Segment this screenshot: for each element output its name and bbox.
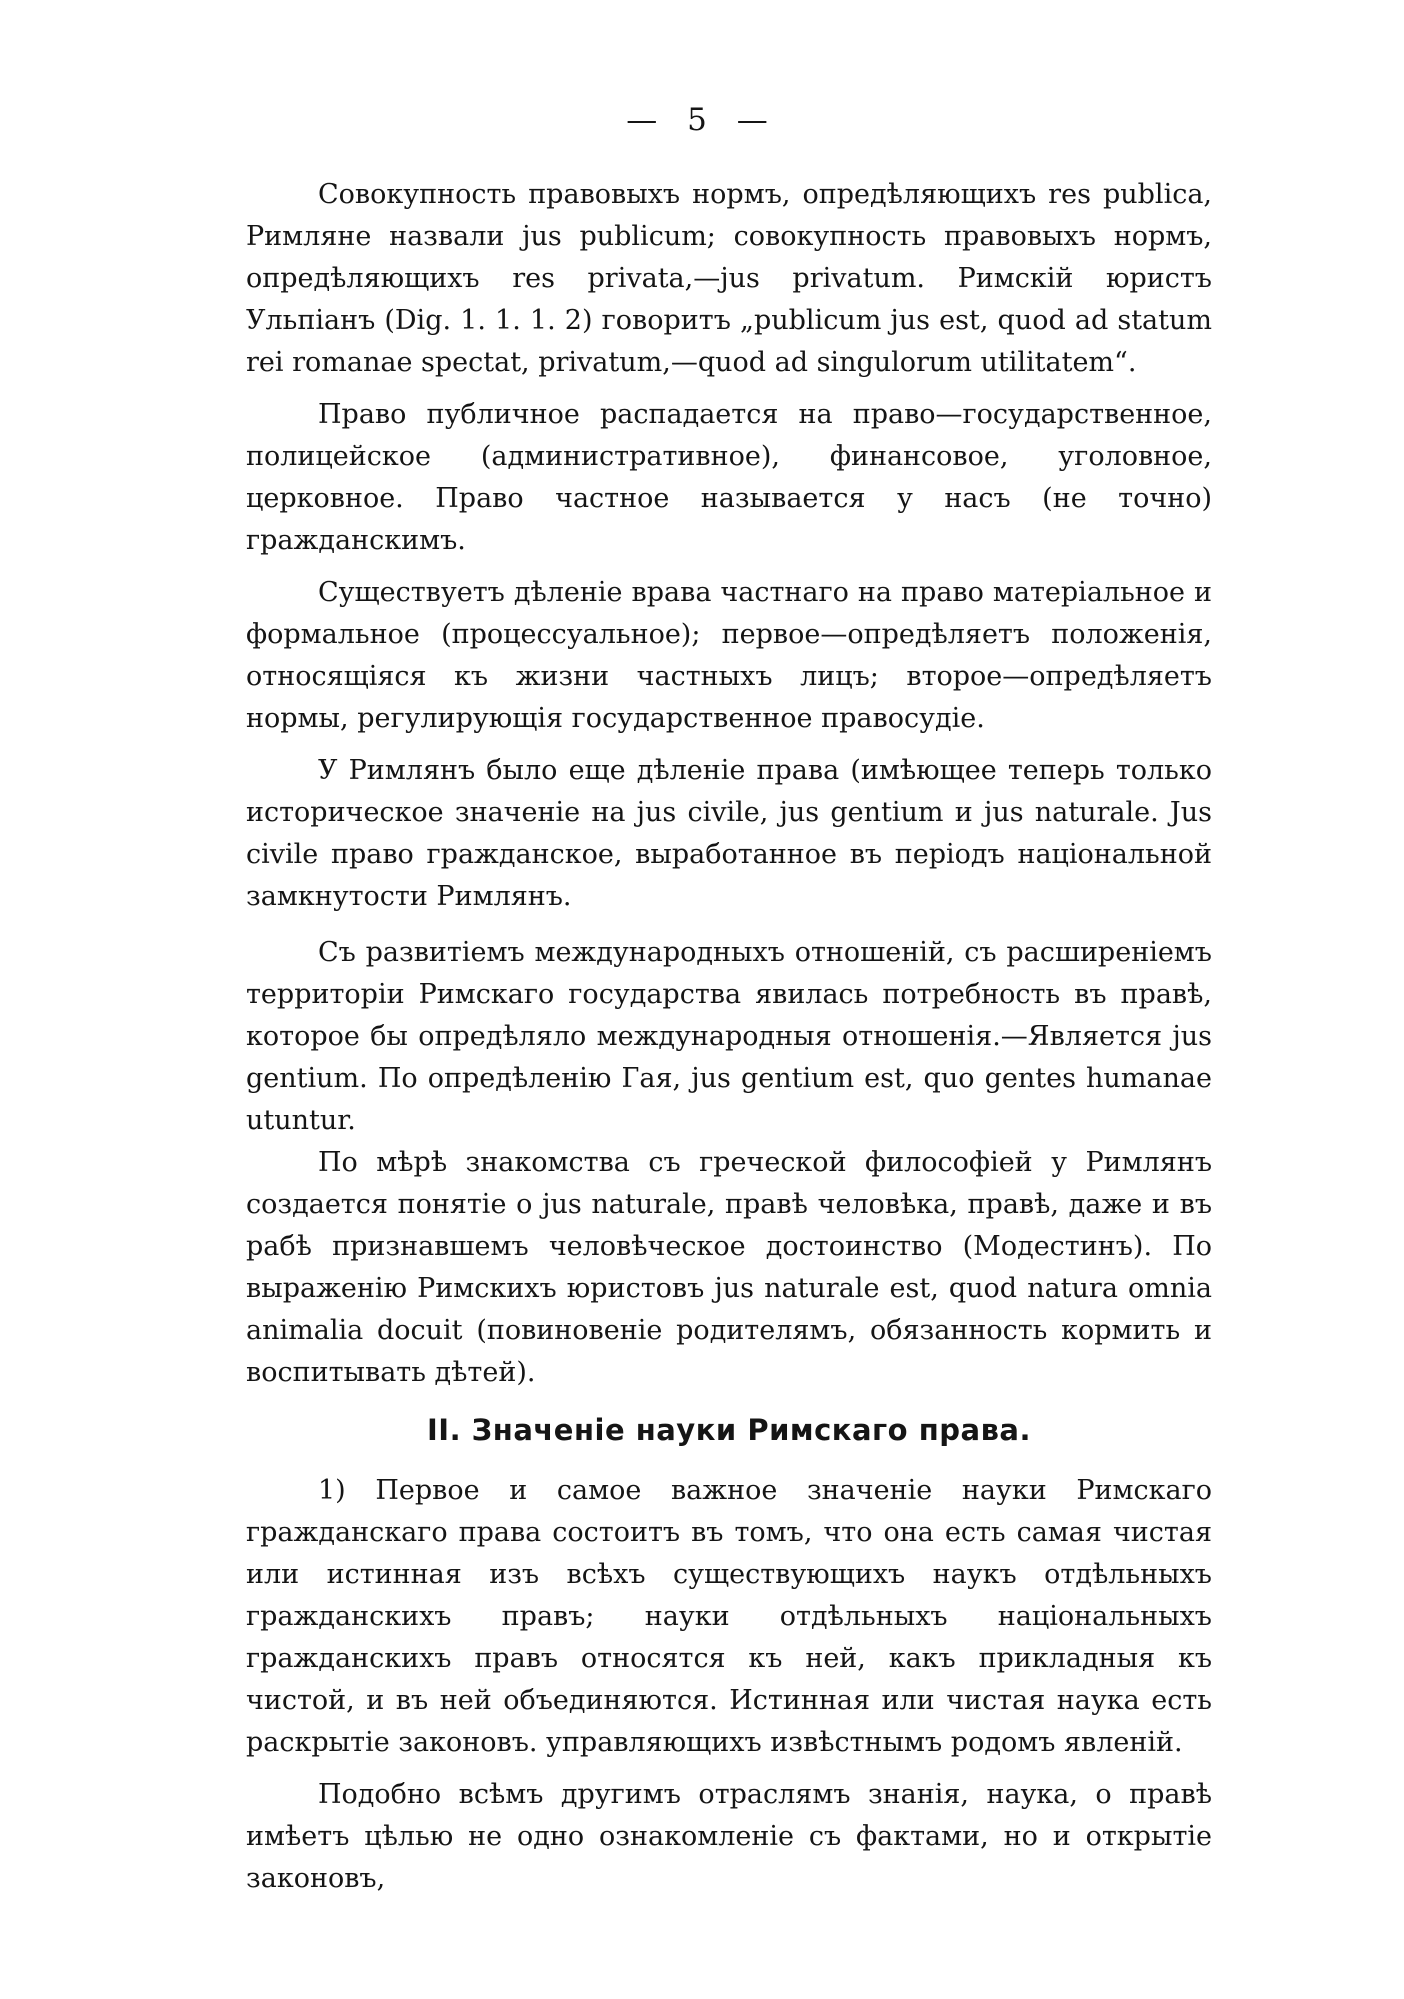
- paragraph-significance-first: 1) Первое и самое важное значеніе науки Римскаго гражданскаго права состоитъ въ томъ, что она есть самая чистая или истинная изъ всѣхъ существующихъ наукъ отдѣльныхъ гражданскихъ правъ; науки отдѣльныхъ національныхъ гражданскихъ правъ относятся къ ней, какъ прикладныя къ чистой, и въ ней объединяются. Истинная или чистая наука есть раскрытіе законовъ. управляющихъ извѣстнымъ родомъ явленій.: [246, 1475, 1212, 1758]
- paragraph-knowledge-laws: Подобно всѣмъ другимъ отраслямъ знанія, наука, о правѣ имѣетъ цѣлью не одно ознакомленіе съ фактами, но и открытіе законовъ,: [246, 1779, 1212, 1894]
- paragraph-material-formal-law: Существуетъ дѣленіе врава частнаго на право матеріальное и формальное (процессуальное); первое—опредѣляетъ положенія, относящіяся къ жизни частныхъ лицъ; второе—опредѣляетъ нормы, регулирующія государственное правосудіе.: [246, 577, 1212, 734]
- page-body: [246, 174, 1212, 1900]
- paragraph-public-private-law: Совокупность правовыхъ нормъ, опредѣляющихъ res publica, Римляне назвали jus publicum; совокупность правовыхъ нормъ, опредѣляющихъ res privata,—jus privatum. Римскій юристъ Ульпіанъ (Dig. 1. 1. 1. 2) говоритъ „publicum jus est, quod ad statum rei romanae spectat, privatum,—quod ad singulorum utilitatem“.: [246, 179, 1212, 378]
- page-number: — 5 —: [626, 102, 778, 138]
- section-title: II. Значеніе науки Римскаго права.: [426, 1413, 1032, 1447]
- paragraph-jus-naturale: По мѣрѣ знакомства съ греческой философіей у Римлянъ создается понятіе о jus naturale, правѣ человѣка, правѣ, даже и въ рабѣ признавшемъ человѣческое достоинство (Модестинъ). По выраженію Римскихъ юристовъ jus naturale est, quod natura omnia animalia docuit (повиновеніе родителямъ, обязанность кормить и воспитывать дѣтей).: [246, 1147, 1212, 1388]
- paragraph-jus-gentium: Съ развитіемъ международныхъ отношеній, съ расширеніемъ территоріи Римскаго государства явилась потребность въ правѣ, которое бы опредѣляло международныя отношенія.—Является jus gentium. По опредѣленію Гая, jus gentium est, quo gentes humanae utuntur.: [246, 937, 1212, 1136]
- paragraph-public-law-branches: Право публичное распадается на право—государственное, полицейское (административное), финансовое, уголовное, церковное. Право частное называется у насъ (не точно) гражданскимъ.: [246, 399, 1212, 556]
- paragraph-roman-law-division: У Римлянъ было еще дѣленіе права (имѣющее теперь только историческое значеніе на jus civile, jus gentium и jus naturale. Jus civile право гражданское, выработанное въ періодъ національной замкнутости Римлянъ.: [246, 755, 1212, 912]
